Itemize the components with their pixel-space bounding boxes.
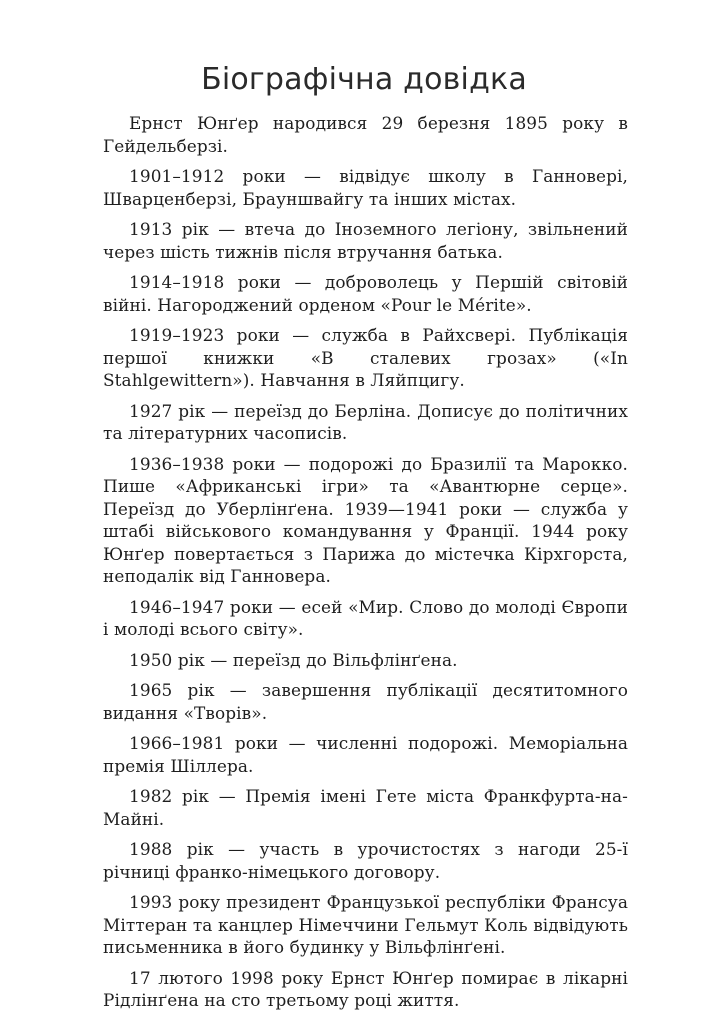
paragraph: 1950 рік — переїзд до Вільфлінґена.: [129, 649, 458, 670]
paragraph: 17 лютого 1998 року Ернст Юнґер помирає в лікарні Рідлінґена на сто третьому році життя.: [103, 967, 628, 1010]
paragraph: 1936–1938 роки — подорожі до Бразилії та Марокко. Пише «Африканські ігри» та «Авантюрне серце». Переїзд до Уберлінґена. 1939—1941 роки — служба у штабі військового командування у Франції. 1944 року Юнґер повертається з Парижа до містечка Кірхгорста, неподалік від Ганновера.: [103, 453, 628, 586]
paragraph: 1914–1918 роки — доброволець у Першій світовій війні. Нагороджений орденом «Pour le Mérite».: [103, 272, 628, 315]
paragraph: 1927 рік — переїзд до Берліна. Дописує до політичних та літературних часописів.: [103, 400, 628, 443]
page-title: Біографічна довідка: [201, 62, 527, 97]
paragraph: Ернст Юнґер народився 29 березня 1895 року в Гейдельберзі.: [103, 113, 628, 156]
paragraph: 1965 рік — завершення публікації десятитомного видання «Творів».: [103, 680, 628, 723]
paragraph: 1988 рік — участь в урочистостях з нагоди 25-ї річниці франко-німецького договору.: [103, 839, 628, 882]
paragraph: 1966–1981 роки — численні подорожі. Меморіальна премія Шіллера.: [103, 733, 628, 776]
biography-body: [103, 112, 628, 1020]
paragraph: 1901–1912 роки — відвідує школу в Ганновері, Шварценберзі, Брауншвайгу та інших містах.: [103, 166, 628, 209]
paragraph: 1982 рік — Премія імені Гете міста Франкфурта-на-Майні.: [103, 786, 628, 829]
paragraph: 1946–1947 роки — есей «Мир. Слово до молоді Європи і молоді всього світу».: [103, 596, 628, 639]
paragraph: 1913 рік — втеча до Іноземного легіону, звільнений через шість тижнів після втручання батька.: [103, 219, 628, 262]
paragraph: 1993 року президент Французької республіки Франсуа Міттеран та канцлер Німеччини Гельмут Коль відвідують письменника в його будинку у Вільфлінґені.: [103, 892, 628, 957]
paragraph: 1919–1923 роки — служба в Райхсвері. Публікація першої книжки «В сталевих грозах» («In Stahlgewittern»). Навчання в Ляйпцигу.: [103, 325, 628, 390]
